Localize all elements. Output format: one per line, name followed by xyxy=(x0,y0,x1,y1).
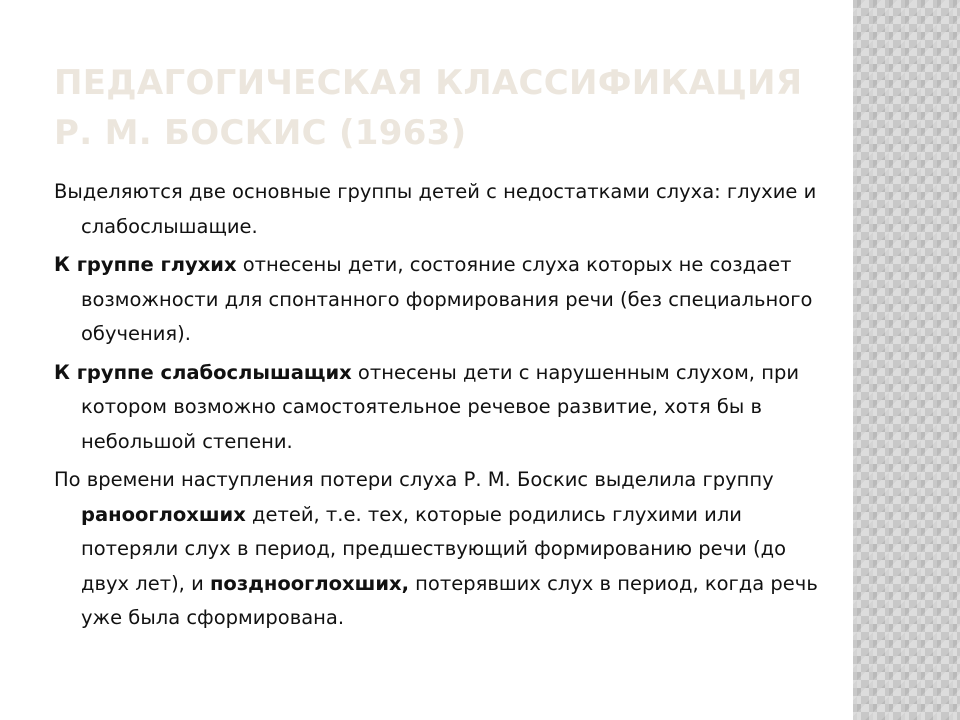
paragraph-bold-term: ранооглохших xyxy=(81,502,246,526)
paragraph-hard-of-hearing-group xyxy=(54,356,824,460)
paragraph-deaf-group xyxy=(54,248,824,352)
decorative-side-strip xyxy=(853,0,960,720)
paragraph-groups-intro xyxy=(54,175,824,244)
paragraph-text: потерявших слух в период, когда речь уже была сформирована. xyxy=(81,571,818,629)
slide-title xyxy=(54,58,834,158)
paragraph-text: отнесены дети с нарушенным слухом, при котором возможно самостоятельное речевое развитие, хотя бы в небольшой степени. xyxy=(81,360,799,453)
slide-title-line-2: Р. М. БОСКИС (1963) xyxy=(54,113,467,153)
paragraph-text: детей, т.е. тех, которые родились глухими или потеряли слух в период, предшествующий формированию речи (до двух лет), и xyxy=(81,502,787,595)
slide-title-line-1: ПЕДАГОГИЧЕСКАЯ КЛАССИФИКАЦИЯ xyxy=(54,63,803,103)
slide-body xyxy=(54,175,824,640)
paragraph-bold-term: позднооглохших, xyxy=(209,571,409,595)
paragraph-text: отнесены дети, состояние слуха которых не создает возможности для спонтанного формирования речи (без специального обучения). xyxy=(81,253,813,345)
paragraph-text: По времени наступления потери слуха Р. М. Боскис выделила группу xyxy=(54,468,774,491)
paragraph-text: Выделяются две основные группы детей с недостатками слуха: глухие и слабослышащие. xyxy=(54,180,817,238)
paragraph-bold-term: К группе глухих xyxy=(54,253,237,276)
paragraph-onset-groups xyxy=(54,463,824,636)
paragraph-bold-term: К группе слабослышащих xyxy=(54,360,352,384)
